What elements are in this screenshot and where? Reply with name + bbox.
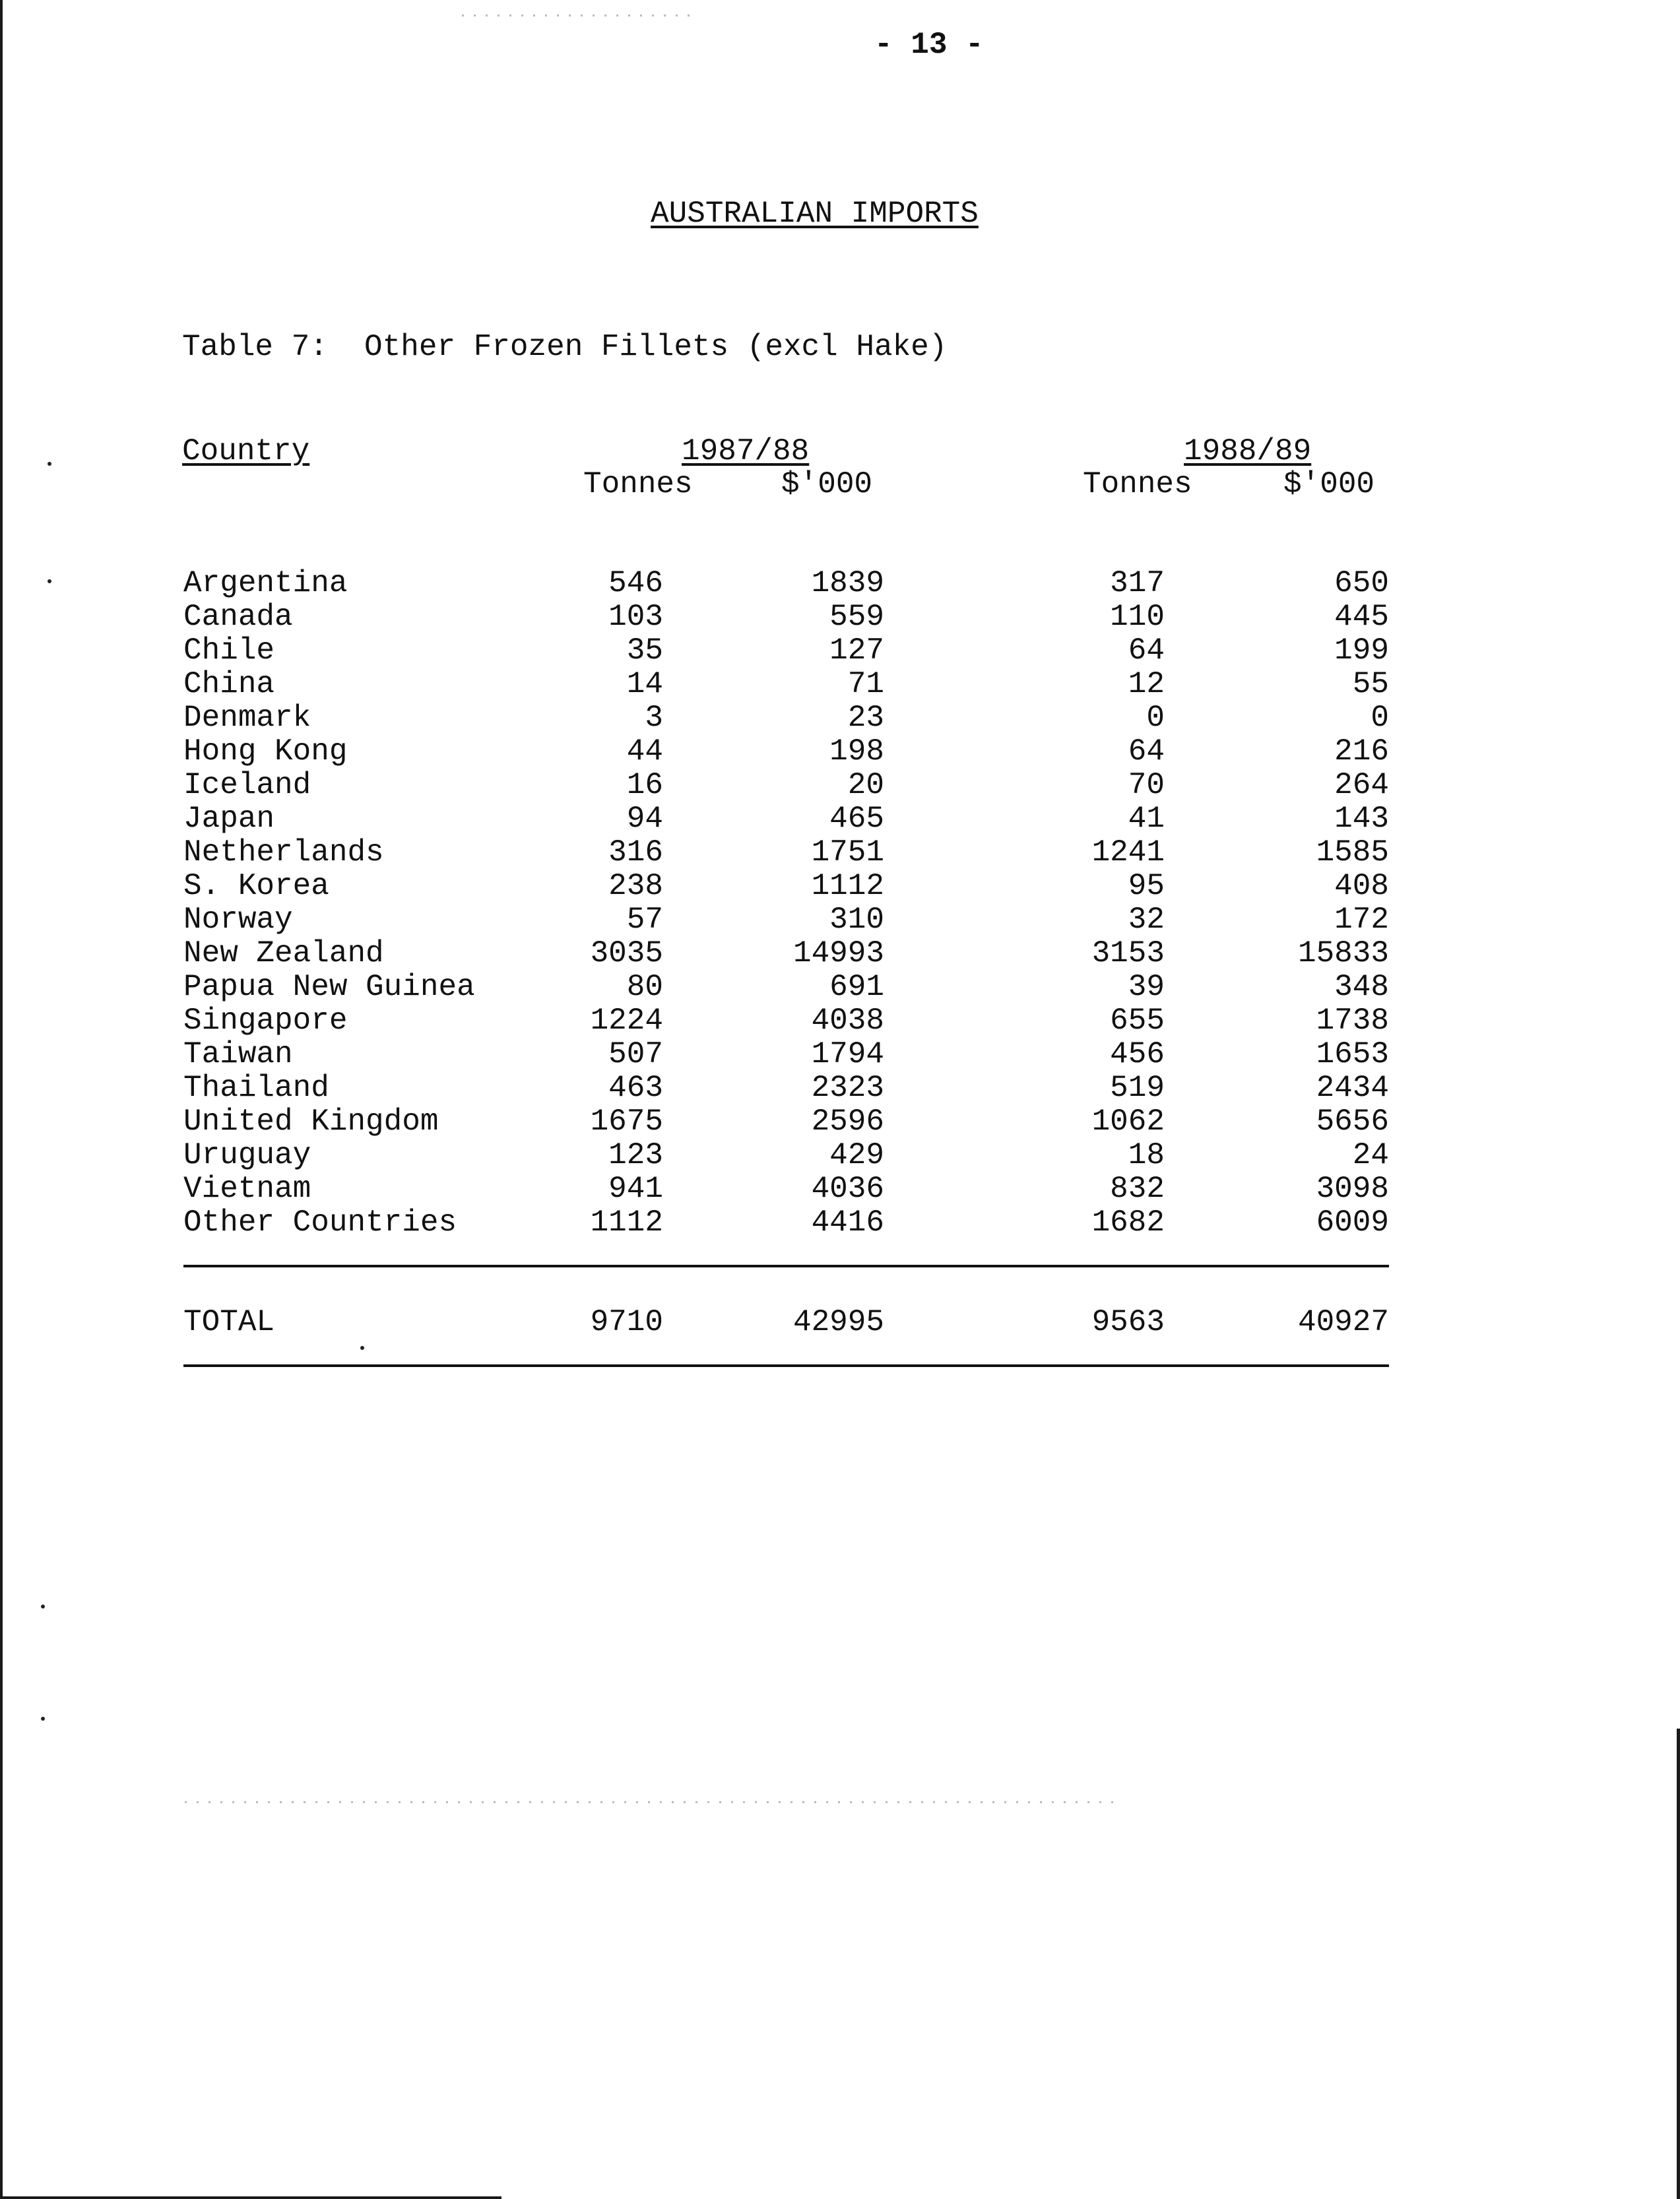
tonnes-1988-cell: 64 [1128,633,1165,668]
header-dollars-1: $'000 [781,467,873,501]
tonnes-1987-cell: 1112 [590,1205,663,1240]
country-cell: Chile [183,633,275,668]
tonnes-1988-cell: 3153 [1091,936,1165,971]
dollars-1988-cell: 5656 [1316,1104,1389,1139]
tonnes-1988-cell: 39 [1128,970,1165,1004]
dollars-1987-cell: 1839 [811,566,884,600]
tonnes-1987-cell: 507 [608,1037,663,1071]
table-row [0,1071,1680,1104]
total-dollars-1988: 40927 [1297,1305,1389,1339]
country-cell: New Zealand [183,936,384,971]
dollars-1987-cell: 4036 [811,1172,884,1206]
table-row [0,1004,1680,1037]
table-row [0,1138,1680,1172]
dollars-1988-cell: 143 [1334,802,1389,836]
country-cell: Other Countries [183,1205,457,1240]
header-tonnes-1: Tonnes [583,467,693,501]
dollars-1987-cell: 23 [847,701,884,735]
scan-speck [360,1346,364,1350]
table-row [0,768,1680,802]
tonnes-1988-cell: 64 [1128,734,1165,769]
tonnes-1988-cell: 95 [1128,869,1165,903]
country-cell: S. Korea [183,869,329,903]
tonnes-1987-cell: 316 [608,835,663,870]
dollars-1987-cell: 1112 [811,869,884,903]
dollars-1988-cell: 172 [1334,903,1389,937]
tonnes-1988-cell: 317 [1110,566,1165,600]
table-row [0,734,1680,768]
total-bottom-rule [183,1364,1389,1367]
tonnes-1988-cell: 12 [1128,667,1165,701]
dollars-1987-cell: 4038 [811,1004,884,1038]
tonnes-1987-cell: 463 [608,1071,663,1105]
dollars-1987-cell: 127 [829,633,884,668]
tonnes-1987-cell: 1224 [590,1004,663,1038]
scan-edge-bottom [0,2196,501,2199]
country-cell: Japan [183,802,275,836]
tonnes-1987-cell: 941 [608,1172,663,1206]
tonnes-1988-cell: 70 [1128,768,1165,802]
dollars-1988-cell: 2434 [1316,1071,1389,1105]
tonnes-1988-cell: 832 [1110,1172,1165,1206]
tonnes-1987-cell: 3035 [590,936,663,971]
dollars-1988-cell: 24 [1352,1138,1389,1172]
tonnes-1988-cell: 32 [1128,903,1165,937]
dollars-1988-cell: 55 [1352,667,1389,701]
tonnes-1987-cell: 3 [645,701,663,735]
country-cell: Norway [183,903,293,937]
scan-speck [48,462,51,466]
table-row [0,1037,1680,1071]
total-row [0,1305,1680,1339]
country-cell: China [183,667,275,701]
table-row [0,936,1680,970]
tonnes-1988-cell: 1682 [1091,1205,1165,1240]
table-row [0,1205,1680,1239]
table-caption: Table 7: Other Frozen Fillets (excl Hake) [182,330,948,364]
tonnes-1987-cell: 103 [608,600,663,634]
dollars-1988-cell: 0 [1371,701,1389,735]
country-cell: Canada [183,600,293,634]
tonnes-1987-cell: 14 [626,667,663,701]
table-row [0,869,1680,903]
table-row [0,701,1680,734]
dollars-1987-cell: 20 [847,768,884,802]
document-title: AUSTRALIAN IMPORTS [651,197,979,231]
country-cell: Denmark [183,701,311,735]
dollars-1987-cell: 1794 [811,1037,884,1071]
country-cell: Thailand [183,1071,329,1105]
header-period-1987-88: 1987/88 [682,434,810,468]
dollars-1987-cell: 465 [829,802,884,836]
table-row [0,970,1680,1004]
dollars-1988-cell: 264 [1334,768,1389,802]
country-cell: Netherlands [183,835,384,870]
dollars-1987-cell: 691 [829,970,884,1004]
country-cell: Iceland [183,768,311,802]
tonnes-1987-cell: 238 [608,869,663,903]
dollars-1988-cell: 650 [1334,566,1389,600]
scan-noise [462,15,699,16]
tonnes-1987-cell: 1675 [590,1104,663,1139]
tonnes-1987-cell: 123 [608,1138,663,1172]
scan-speck [41,1717,45,1721]
tonnes-1988-cell: 18 [1128,1138,1165,1172]
country-cell: Uruguay [183,1138,311,1172]
tonnes-1988-cell: 1241 [1091,835,1165,870]
tonnes-1988-cell: 41 [1128,802,1165,836]
country-cell: United Kingdom [183,1104,439,1139]
dollars-1987-cell: 1751 [811,835,884,870]
table-row [0,566,1680,600]
scan-speck [41,1605,45,1609]
dollars-1987-cell: 429 [829,1138,884,1172]
country-cell: Taiwan [183,1037,293,1071]
scan-edge-right [1677,1729,1680,2199]
total-top-rule [183,1265,1389,1267]
table-row [0,802,1680,835]
dollars-1987-cell: 559 [829,600,884,634]
dollars-1988-cell: 408 [1334,869,1389,903]
dollars-1988-cell: 216 [1334,734,1389,769]
dollars-1988-cell: 6009 [1316,1205,1389,1240]
tonnes-1987-cell: 546 [608,566,663,600]
dollars-1988-cell: 3098 [1316,1172,1389,1206]
country-cell: Papua New Guinea [183,970,475,1004]
total-dollars-1987: 42995 [792,1305,884,1339]
tonnes-1988-cell: 519 [1110,1071,1165,1105]
dollars-1988-cell: 15833 [1297,936,1389,971]
dollars-1987-cell: 2323 [811,1071,884,1105]
header-tonnes-2: Tonnes [1083,467,1192,501]
tonnes-1988-cell: 110 [1110,600,1165,634]
country-cell: Vietnam [183,1172,311,1206]
header-period-1988-89: 1988/89 [1184,434,1312,468]
tonnes-1987-cell: 16 [626,768,663,802]
table-row [0,1172,1680,1205]
dollars-1987-cell: 198 [829,734,884,769]
tonnes-1988-cell: 1062 [1091,1104,1165,1139]
dollars-1988-cell: 445 [1334,600,1389,634]
dollars-1987-cell: 4416 [811,1205,884,1240]
tonnes-1987-cell: 57 [626,903,663,937]
dollars-1988-cell: 199 [1334,633,1389,668]
tonnes-1988-cell: 456 [1110,1037,1165,1071]
dollars-1988-cell: 1585 [1316,835,1389,870]
dollars-1987-cell: 71 [847,667,884,701]
table-row [0,1104,1680,1138]
country-cell: Hong Kong [183,734,348,769]
tonnes-1987-cell: 35 [626,633,663,668]
header-country: Country [182,434,310,468]
table-row [0,600,1680,633]
tonnes-1987-cell: 94 [626,802,663,836]
tonnes-1987-cell: 44 [626,734,663,769]
dollars-1987-cell: 310 [829,903,884,937]
country-cell: Argentina [183,566,348,600]
tonnes-1987-cell: 80 [626,970,663,1004]
dollars-1987-cell: 2596 [811,1104,884,1139]
dollars-1988-cell: 348 [1334,970,1389,1004]
tonnes-1988-cell: 655 [1110,1004,1165,1038]
country-cell: Singapore [183,1004,348,1038]
total-label: TOTAL [183,1305,275,1339]
dollars-1987-cell: 14993 [792,936,884,971]
dollars-1988-cell: 1738 [1316,1004,1389,1038]
table-row [0,633,1680,667]
tonnes-1988-cell: 0 [1146,701,1165,735]
header-dollars-2: $'000 [1283,467,1375,501]
scan-noise [185,1801,1122,1803]
table-row [0,835,1680,869]
dollars-1988-cell: 1653 [1316,1037,1389,1071]
table-row [0,903,1680,936]
total-tonnes-1987: 9710 [590,1305,663,1339]
page-number: - 13 - [874,28,984,62]
table-row [0,667,1680,701]
total-tonnes-1988: 9563 [1091,1305,1165,1339]
